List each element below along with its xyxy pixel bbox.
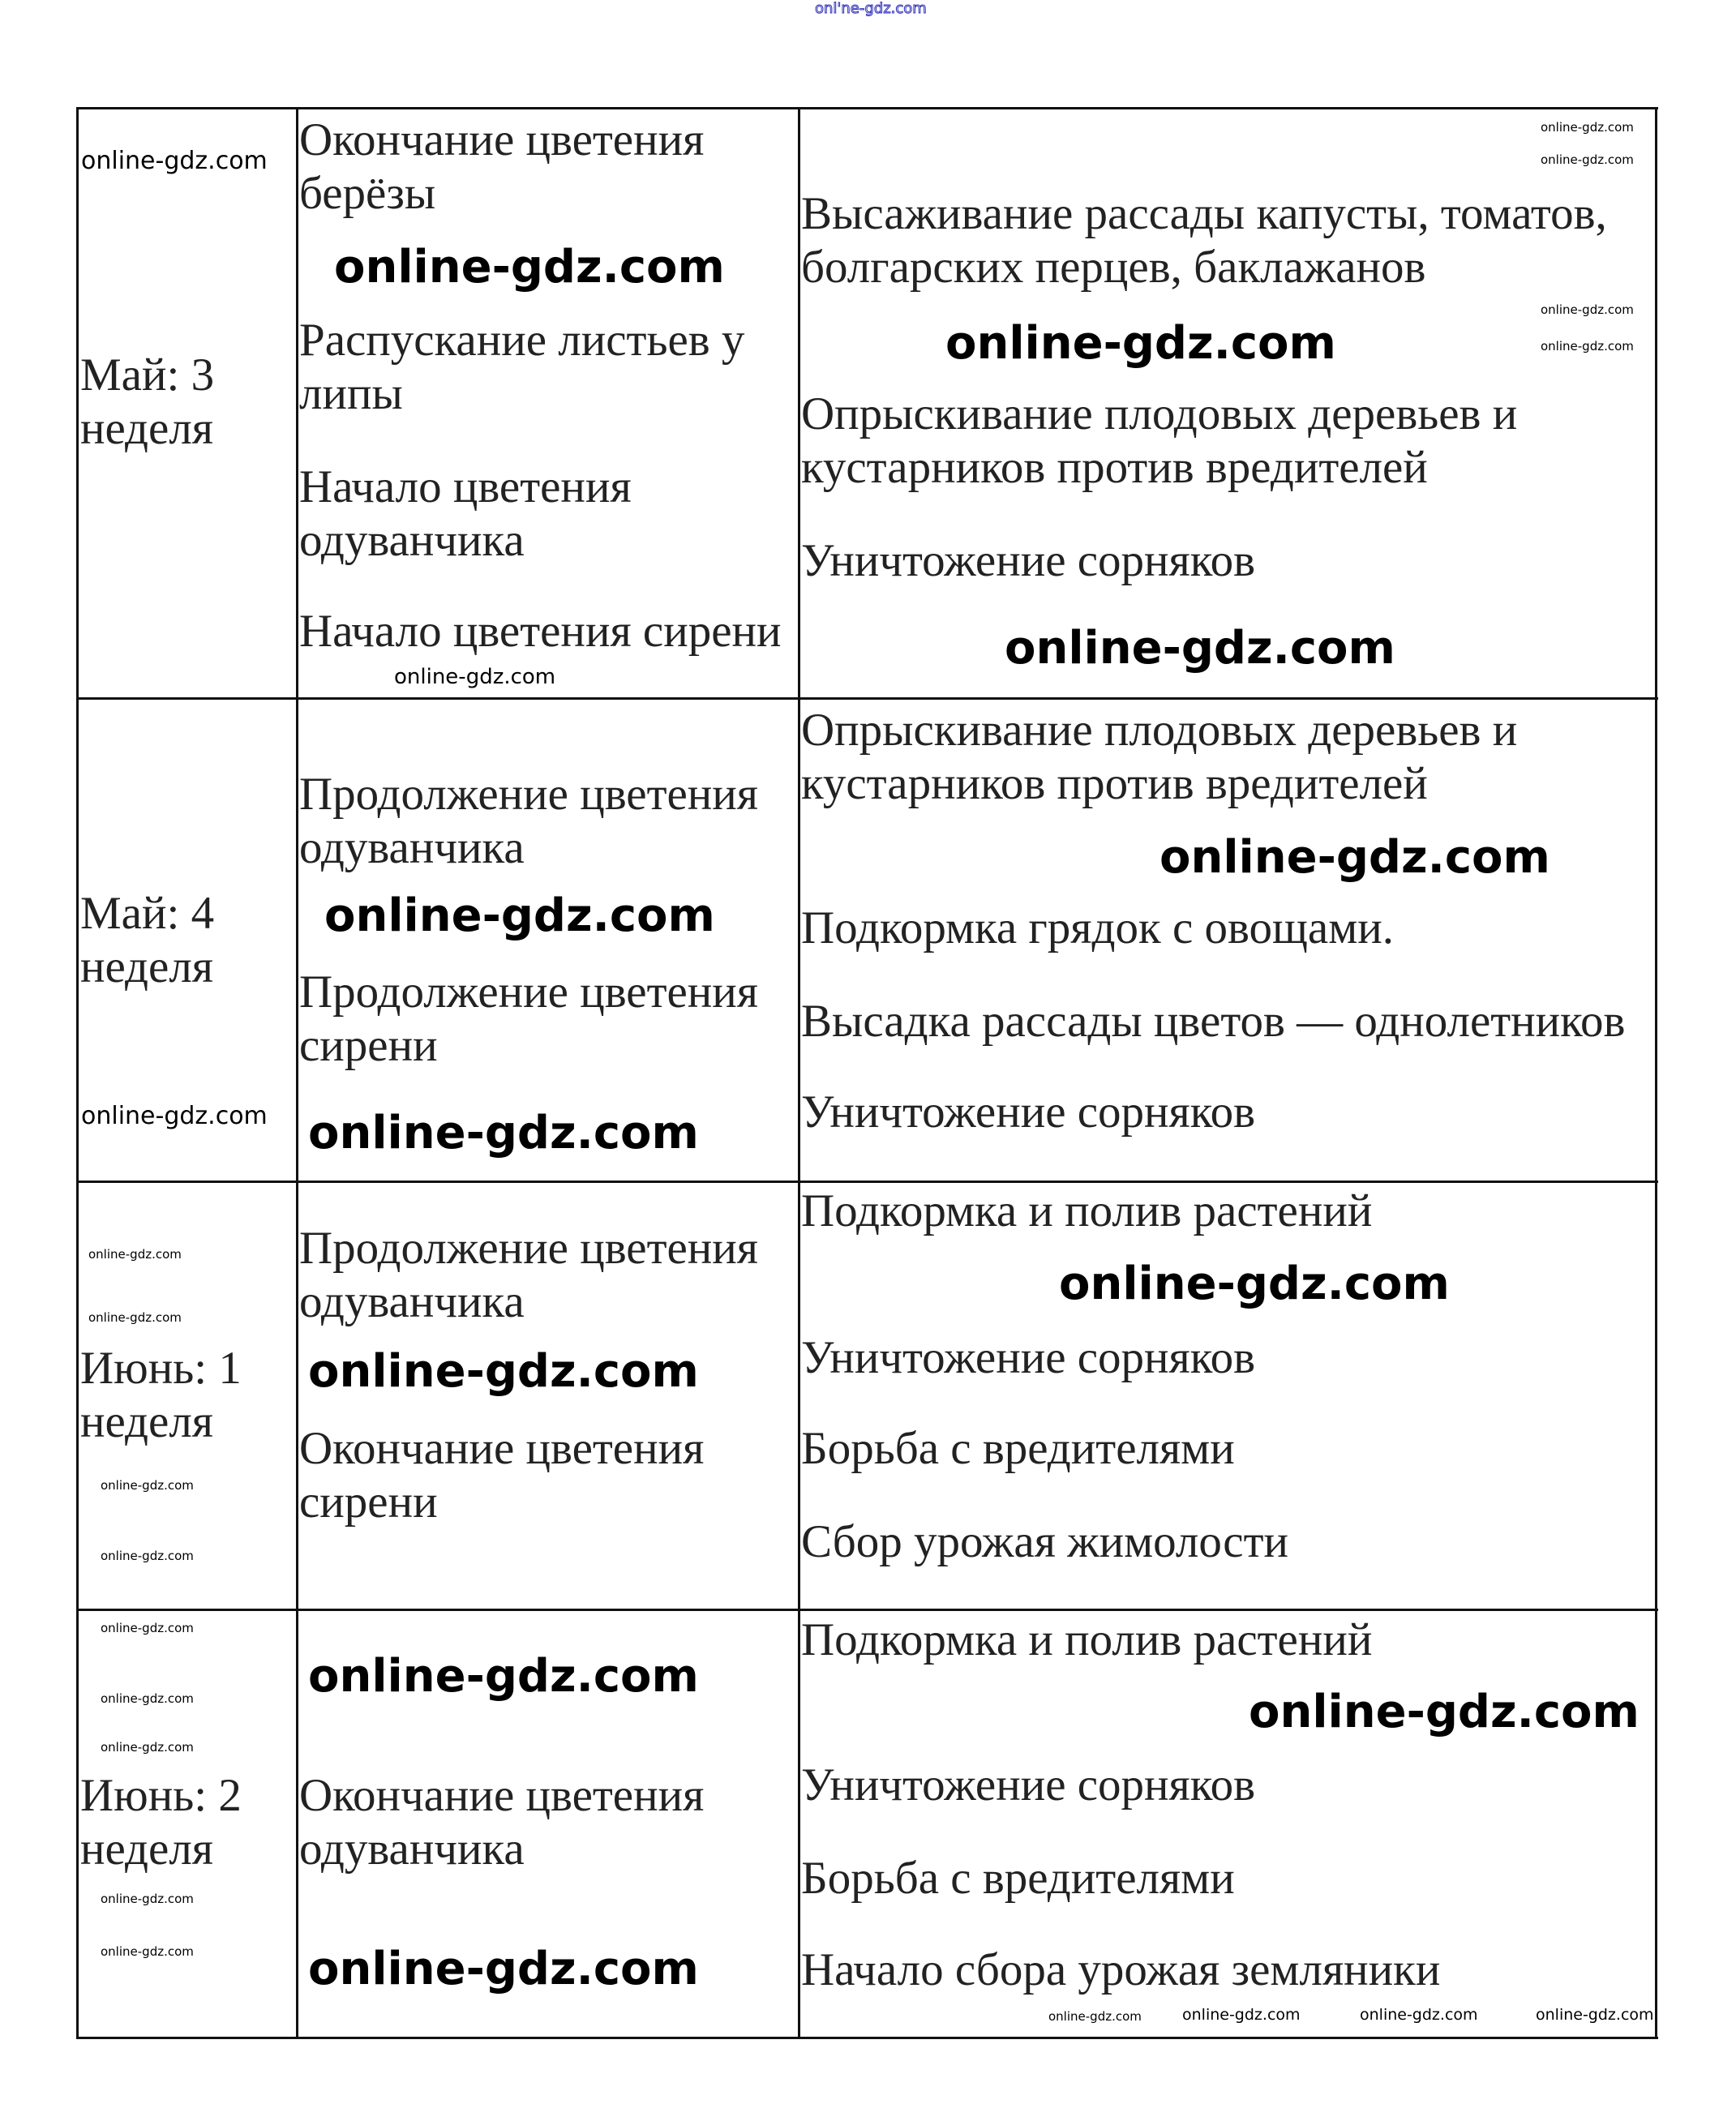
work-item (801, 1086, 1255, 1139)
watermark-top: onl'ne-gdz.com (815, 0, 927, 17)
period-text: Июнь: 2 (80, 1770, 242, 1821)
period-text: Май: 3 (80, 349, 215, 401)
period-text: неделя (80, 941, 214, 992)
phenology-item (299, 1422, 704, 1529)
phenology-item (299, 605, 782, 658)
watermark: online-gdz.com (81, 147, 268, 175)
item-line: Распускание листьев у (299, 315, 745, 366)
row-divider (77, 1609, 1658, 1611)
table-border-top (77, 107, 1658, 109)
watermark: online-gdz.com (1182, 2006, 1301, 2024)
item-line: Высадка рассады цветов — однолетников (801, 996, 1626, 1047)
item-line: Окончание цветения (299, 1770, 705, 1821)
item-line: Сбор урожая жимолости (801, 1516, 1288, 1567)
watermark: online-gdz.com (101, 1621, 194, 1635)
watermark: online-gdz.com (308, 1650, 699, 1703)
watermark: online-gdz.com (101, 1478, 194, 1493)
item-line: Продолжение цветения (299, 1223, 759, 1274)
work-item (801, 1852, 1235, 1905)
watermark: online-gdz.com (308, 1943, 699, 1995)
work-item (801, 1331, 1255, 1385)
phenology-item (299, 1222, 758, 1329)
watermark: online-gdz.com (1541, 152, 1634, 167)
work-item (801, 1943, 1440, 1997)
watermark: online-gdz.com (1005, 622, 1395, 675)
table-border-right (1655, 107, 1657, 2039)
watermark: online-gdz.com (101, 1691, 194, 1706)
item-line: Подкормка и полив растений (801, 1185, 1373, 1236)
watermark: online-gdz.com (1249, 1686, 1640, 1738)
watermark: online-gdz.com (101, 1944, 194, 1959)
period-cell (80, 887, 214, 994)
item-line: Подкормка и полив растений (801, 1614, 1373, 1665)
item-line: сирени (299, 1020, 438, 1071)
period-text: Май: 4 (80, 888, 215, 939)
work-item (801, 704, 1517, 811)
item-line: Продолжение цветения (299, 966, 759, 1018)
item-line: Продолжение цветения (299, 769, 759, 820)
item-line: Уничтожение сорняков (801, 535, 1255, 586)
item-line: одуванчика (299, 1276, 525, 1327)
watermark: online-gdz.com (1541, 302, 1634, 317)
work-item (801, 534, 1255, 588)
watermark: online-gdz.com (1536, 2006, 1654, 2024)
work-item (801, 1185, 1372, 1238)
work-item (801, 1759, 1255, 1812)
item-line: Подкормка грядок с овощами. (801, 902, 1395, 953)
watermark: online-gdz.com (101, 1740, 194, 1755)
item-line: Уничтожение сорняков (801, 1086, 1255, 1138)
row-divider (77, 697, 1658, 700)
item-line: кустарников против вредителей (801, 442, 1428, 493)
work-item (801, 1515, 1288, 1569)
watermark: online-gdz.com (324, 889, 715, 942)
item-line: кустарников против вредителей (801, 758, 1428, 809)
watermark: online-gdz.com (394, 665, 556, 689)
watermark: online-gdz.com (101, 1892, 194, 1906)
item-line: Начало сбора урожая земляники (801, 1944, 1441, 1995)
phenology-item (299, 1769, 704, 1876)
item-line: Борьба с вредителями (801, 1853, 1235, 1904)
watermark: online-gdz.com (1059, 1258, 1450, 1310)
watermark: online-gdz.com (101, 1549, 194, 1563)
phenology-item (299, 768, 758, 875)
period-text: неделя (80, 403, 214, 454)
work-item (801, 187, 1607, 294)
item-line: берёзы (299, 168, 436, 219)
watermark: online-gdz.com (88, 1247, 182, 1262)
work-item (801, 902, 1394, 955)
period-cell (80, 349, 214, 456)
period-text: неделя (80, 1396, 214, 1447)
period-text: неделя (80, 1823, 214, 1875)
item-line: Окончание цветения (299, 114, 705, 165)
item-line: Высаживание рассады капусты, томатов, (801, 188, 1607, 239)
watermark: online-gdz.com (1048, 2009, 1142, 2024)
phenology-item (299, 114, 704, 221)
item-line: Опрыскивание плодовых деревьев и (801, 388, 1518, 439)
work-item (801, 1422, 1235, 1476)
work-item (801, 1613, 1372, 1667)
item-line: Окончание цветения (299, 1423, 705, 1474)
period-cell (80, 1769, 242, 1876)
work-item (801, 995, 1625, 1048)
watermark: online-gdz.com (88, 1310, 182, 1325)
item-line: Опрыскивание плодовых деревьев и (801, 705, 1518, 756)
work-item (801, 388, 1517, 495)
item-line: липы (299, 368, 403, 419)
watermark: online-gdz.com (1541, 120, 1634, 135)
item-line: сирени (299, 1476, 438, 1528)
item-line: одуванчика (299, 515, 525, 566)
phenology-item (299, 461, 632, 568)
column-divider (296, 107, 298, 2039)
period-text: Июнь: 1 (80, 1343, 242, 1394)
watermark: online-gdz.com (1541, 339, 1634, 354)
watermark: online-gdz.com (334, 241, 725, 294)
item-line: Борьба с вредителями (801, 1423, 1235, 1474)
watermark: online-gdz.com (308, 1345, 699, 1398)
item-line: Начало цветения сирени (299, 606, 782, 657)
watermark: online-gdz.com (945, 317, 1336, 370)
watermark: online-gdz.com (308, 1107, 699, 1159)
item-line: одуванчика (299, 822, 525, 873)
item-line: Уничтожение сорняков (801, 1332, 1255, 1383)
table-border-left (76, 107, 79, 2039)
watermark: online-gdz.com (1360, 2006, 1478, 2024)
period-cell (80, 1342, 242, 1449)
column-divider (798, 107, 800, 2039)
watermark: online-gdz.com (1159, 831, 1550, 884)
item-line: Начало цветения (299, 461, 632, 512)
row-divider (77, 1181, 1658, 1183)
phenology-item (299, 966, 758, 1073)
item-line: болгарских перцев, баклажанов (801, 242, 1426, 293)
table-border-bottom (77, 2037, 1658, 2039)
watermark: online-gdz.com (81, 1102, 268, 1130)
phenology-item (299, 314, 744, 421)
item-line: одуванчика (299, 1823, 525, 1875)
item-line: Уничтожение сорняков (801, 1759, 1255, 1810)
